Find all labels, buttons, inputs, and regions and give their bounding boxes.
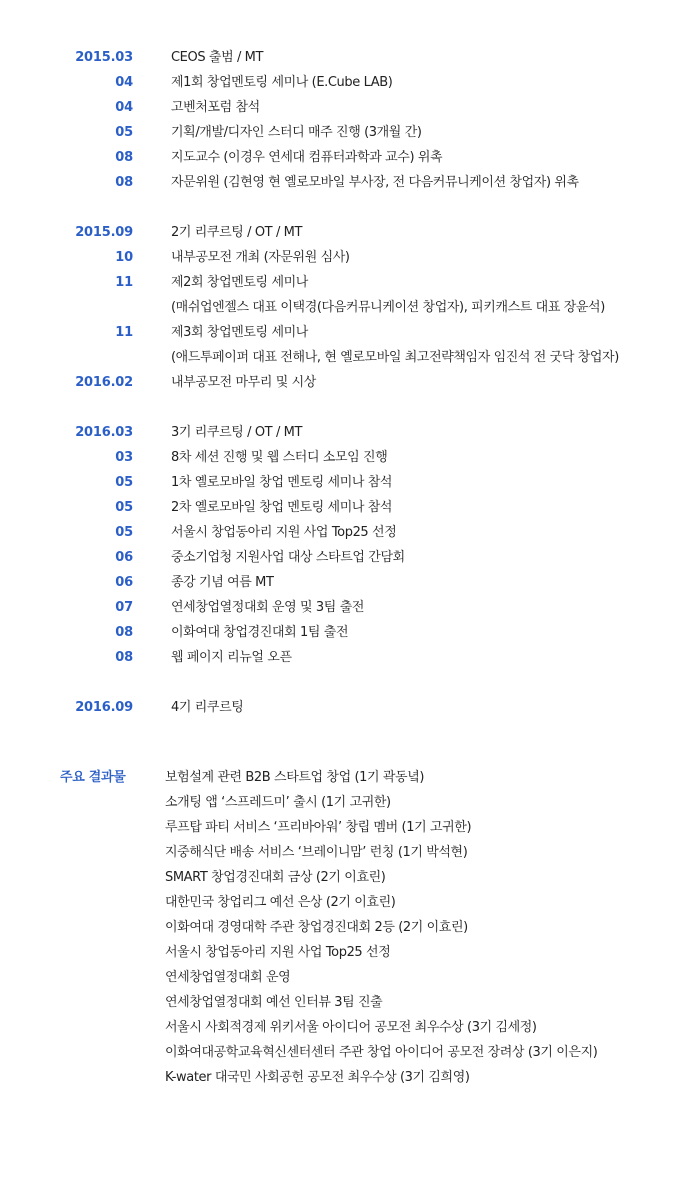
timeline-event: 기획/개발/디자인 스터디 매주 진행 (3개월 간) xyxy=(171,125,422,140)
timeline-event: 이화여대 창업경진대회 1팀 출전 xyxy=(171,625,349,640)
timeline-row xyxy=(0,220,687,245)
timeline-date: 05 xyxy=(115,125,133,140)
timeline-event: 제3회 창업멘토링 세미나 xyxy=(171,325,308,340)
key-result-item: SMART 창업경진대회 금상 (2기 이효린) xyxy=(165,870,386,885)
timeline-event: 2기 리쿠르팅 / OT / MT xyxy=(171,225,303,240)
key-result-item: 보험설계 관련 B2B 스타트업 창업 (1기 곽동녘) xyxy=(165,770,425,785)
timeline-event: 2차 옐로모바일 창업 멘토링 세미나 참석 xyxy=(171,500,393,515)
timeline-date: 04 xyxy=(115,75,133,90)
timeline-date: 08 xyxy=(115,650,133,665)
timeline-event: 서울시 창업동아리 지원 사업 Top25 선정 xyxy=(171,525,397,540)
timeline-date: 2016.03 xyxy=(75,425,133,440)
timeline-row xyxy=(0,370,687,395)
timeline-row xyxy=(0,345,687,370)
timeline-row xyxy=(0,295,687,320)
history-timeline xyxy=(0,45,687,720)
section-spacer xyxy=(0,195,687,220)
timeline-row xyxy=(0,520,687,545)
timeline-row xyxy=(0,45,687,70)
timeline-date: 08 xyxy=(115,150,133,165)
section-spacer xyxy=(0,395,687,420)
timeline-event: 8차 세션 진행 및 웹 스터디 소모임 진행 xyxy=(171,450,388,465)
key-result-item: 소개팅 앱 ‘스프레드미’ 출시 (1기 고귀한) xyxy=(165,795,391,810)
timeline-event: 제1회 창업멘토링 세미나 (E.Cube LAB) xyxy=(171,75,393,90)
timeline-row xyxy=(0,420,687,445)
timeline-date: 05 xyxy=(115,500,133,515)
timeline-row xyxy=(0,120,687,145)
timeline-date: 06 xyxy=(115,550,133,565)
timeline-row xyxy=(0,70,687,95)
key-result-item: 서울시 창업동아리 지원 사업 Top25 선정 xyxy=(165,945,391,960)
timeline-event: 내부공모전 개최 (자문위원 심사) xyxy=(171,250,350,265)
timeline-event: (애드투페이퍼 대표 전해나, 현 옐로모바일 최고전략책임자 임진석 전 굿닥 창업자) xyxy=(171,350,619,365)
timeline-event: 중소기업청 지원사업 대상 스타트업 간담회 xyxy=(171,550,405,565)
timeline-event: 1차 옐로모바일 창업 멘토링 세미나 참석 xyxy=(171,475,393,490)
timeline-date: 2015.03 xyxy=(75,50,133,65)
timeline-row xyxy=(0,695,687,720)
timeline-event: CEOS 출범 / MT xyxy=(171,50,264,65)
key-result-item: 루프탑 파티 서비스 ‘프리바아워’ 창립 멤버 (1기 고귀한) xyxy=(165,820,472,835)
timeline-date: 08 xyxy=(115,625,133,640)
timeline-event: 웹 페이지 리뉴얼 오픈 xyxy=(171,650,292,665)
timeline-date: 04 xyxy=(115,100,133,115)
timeline-date: 2016.09 xyxy=(75,700,133,715)
timeline-date: 2015.09 xyxy=(75,225,133,240)
timeline-event: (매쉬업엔젤스 대표 이택경(다음커뮤니케이션 창업자), 피키캐스트 대표 장윤석) xyxy=(171,300,605,315)
timeline-date: 2016.02 xyxy=(75,375,133,390)
timeline-row xyxy=(0,445,687,470)
key-result-item: 대한민국 창업리그 예선 은상 (2기 이효린) xyxy=(165,895,396,910)
timeline-row xyxy=(0,620,687,645)
timeline-date: 10 xyxy=(115,250,133,265)
timeline-date: 05 xyxy=(115,475,133,490)
timeline-event: 4기 리쿠르팅 xyxy=(171,700,244,715)
timeline-event: 종강 기념 여름 MT xyxy=(171,575,274,590)
timeline-date: 07 xyxy=(115,600,133,615)
key-result-item: 이화여대 경영대학 주관 창업경진대회 2등 (2기 이효린) xyxy=(165,920,468,935)
timeline-date: 05 xyxy=(115,525,133,540)
timeline-row xyxy=(0,570,687,595)
timeline-date: 06 xyxy=(115,575,133,590)
timeline-date: 08 xyxy=(115,175,133,190)
timeline-date: 11 xyxy=(115,325,133,340)
timeline-row xyxy=(0,95,687,120)
section-spacer xyxy=(0,670,687,695)
timeline-event: 내부공모전 마무리 및 시상 xyxy=(171,375,316,390)
timeline-event: 자문위원 (김현영 현 옐로모바일 부사장, 전 다음커뮤니케이션 창업자) 위촉 xyxy=(171,175,579,190)
timeline-row xyxy=(0,270,687,295)
timeline-row xyxy=(0,320,687,345)
timeline-row xyxy=(0,245,687,270)
key-result-item: K-water 대국민 사회공헌 공모전 최우수상 (3기 김희영) xyxy=(165,1070,470,1085)
timeline-row xyxy=(0,145,687,170)
timeline-event: 3기 리쿠르팅 / OT / MT xyxy=(171,425,303,440)
timeline-row xyxy=(0,645,687,670)
timeline-row xyxy=(0,495,687,520)
key-result-item: 지중해식단 배송 서비스 ‘브레이니맘’ 런칭 (1기 박석현) xyxy=(165,845,468,860)
key-results-list xyxy=(165,765,597,1090)
key-results-label: 주요 결과물 xyxy=(60,770,126,785)
key-result-item: 연세창업열정대회 운영 xyxy=(165,970,291,985)
timeline-date: 03 xyxy=(115,450,133,465)
timeline-row xyxy=(0,170,687,195)
timeline-event: 연세창업열정대회 운영 및 3팀 출전 xyxy=(171,600,365,615)
timeline-date: 11 xyxy=(115,275,133,290)
timeline-row xyxy=(0,595,687,620)
timeline-event: 제2회 창업멘토링 세미나 xyxy=(171,275,308,290)
timeline-event: 지도교수 (이경우 연세대 컴퓨터과학과 교수) 위촉 xyxy=(171,150,443,165)
timeline-row xyxy=(0,470,687,495)
timeline-row xyxy=(0,545,687,570)
timeline-event: 고벤처포럼 참석 xyxy=(171,100,260,115)
key-result-item: 연세창업열정대회 예선 인터뷰 3팀 진출 xyxy=(165,995,383,1010)
key-result-item: 서울시 사회적경제 위키서울 아이디어 공모전 최우수상 (3기 김세정) xyxy=(165,1020,537,1035)
key-result-item: 이화여대공학교육혁신센터센터 주관 창업 아이디어 공모전 장려상 (3기 이은지) xyxy=(165,1045,598,1060)
